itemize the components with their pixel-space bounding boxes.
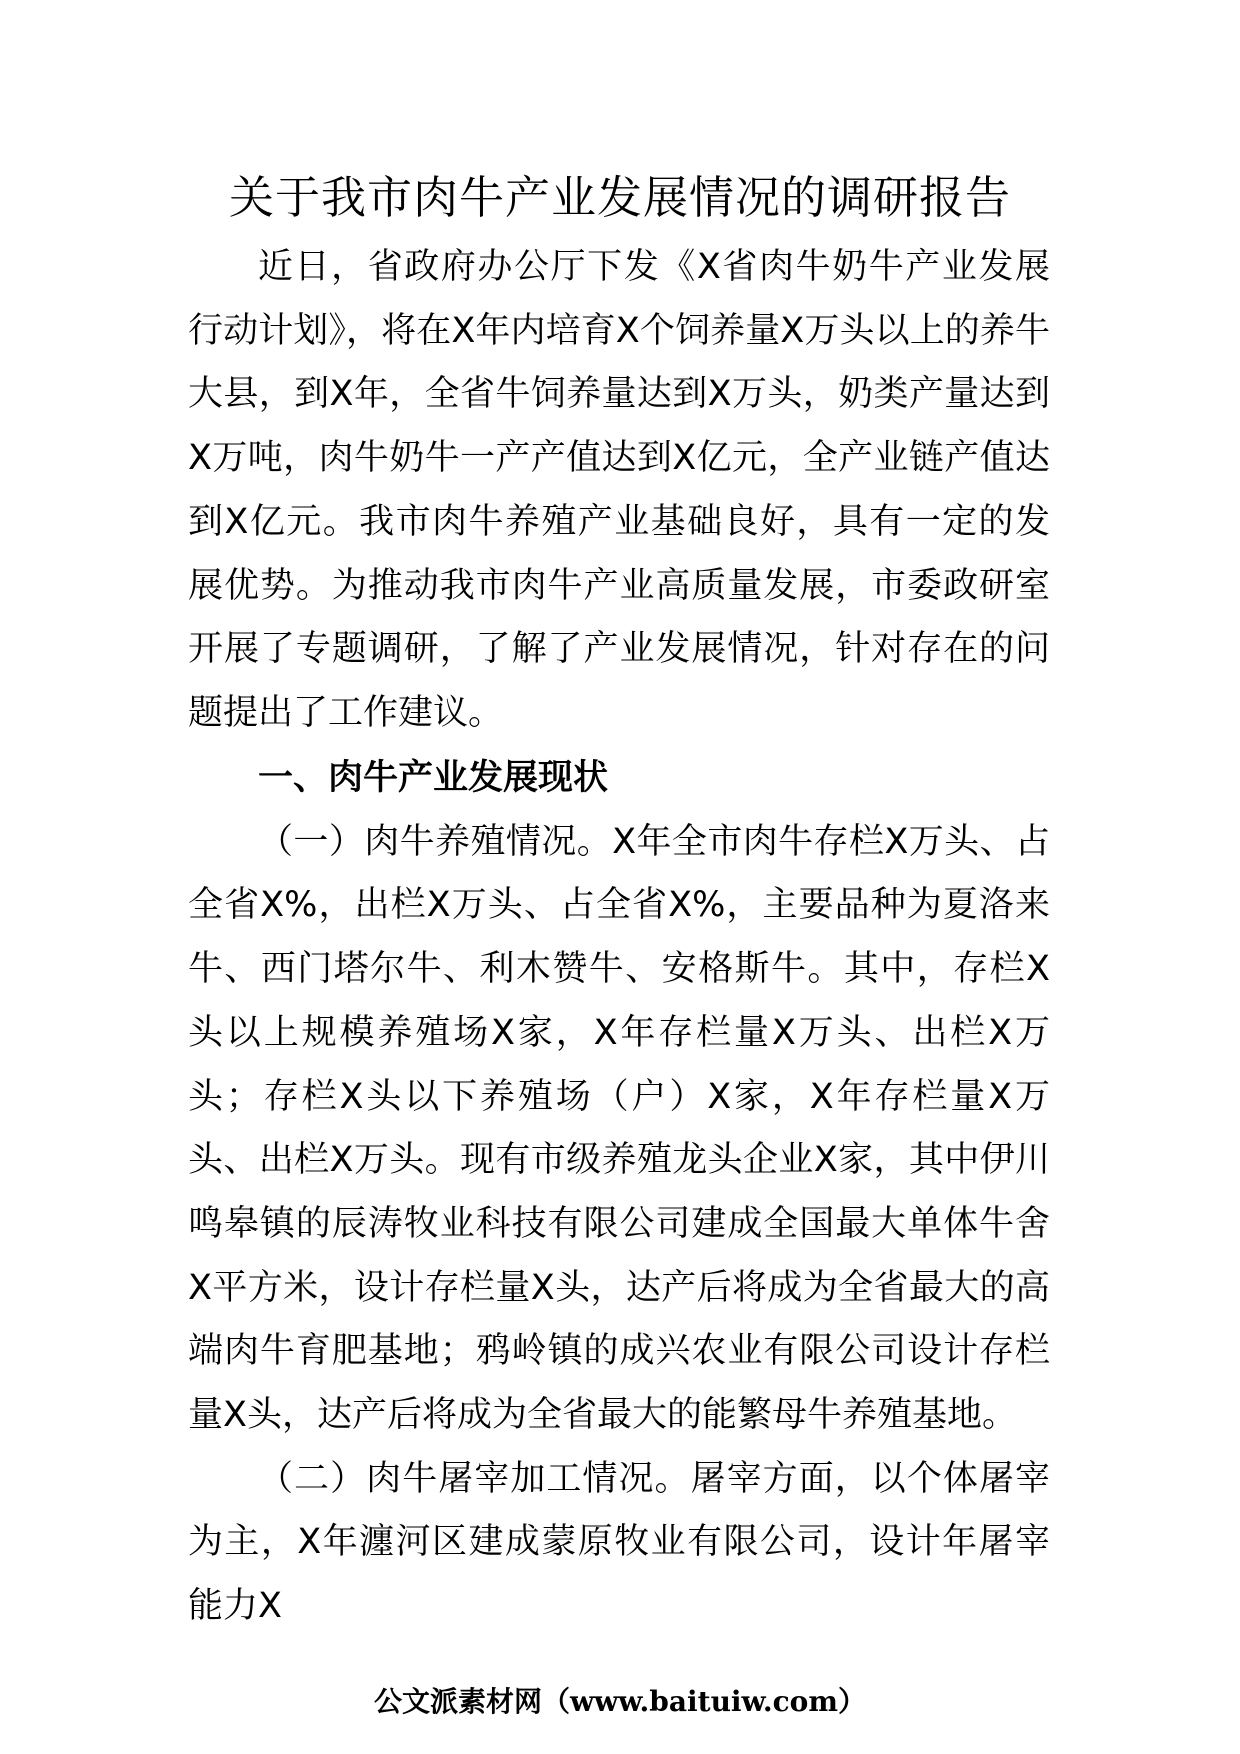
footer-source: 公文派素材网（www.baituiw.com） [374,1685,866,1718]
document-title: 关于我市肉牛产业发展情况的调研报告 [228,171,1011,224]
section-paragraph-slaughter-processing: （二）肉牛屠宰加工情况。屠宰方面，以个体屠宰为主，X年瀍河区建成蒙原牧业有限公司，设计年屠宰能力X [188,1458,1050,1627]
section-heading: 一、肉牛产业发展现状 [258,758,609,798]
intro-paragraph: 近日，省政府办公厅下发《X省肉牛奶牛产业发展行动计划》，将在X年内培育X个饲养量X万头以上的养牛大县，到X年，全省牛饲养量达到X万头，奶类产量达到X万吨，肉牛奶牛一产产值达到X亿元，全产业链产值达到X亿元。我市肉牛养殖产业基础良好，具有一定的发展优势。为推动我市肉牛产业高质量发展，市委政研室开展了专题调研，了解了产业发展情况，针对存在的问题提出了工作建议。 [188,247,1050,733]
section-paragraph-cattle-breeding: （一）肉牛养殖情况。X年全市肉牛存栏X万头、占全省X%，出栏X万头、占全省X%，主要品种为夏洛来牛、西门塔尔牛、利木赞牛、安格斯牛。其中，存栏X头以上规模养殖场X家，X年存栏量X万头、出栏X万头；存栏X头以下养殖场（户）X家，X年存栏量X万头、出栏X万头。现有市级养殖龙头企业X家，其中伊川鸣皋镇的辰涛牧业科技有限公司建成全国最大单体牛舍X平方米，设计存栏量X头，达产后将成为全省最大的高端肉牛育肥基地；鸦岭镇的成兴农业有限公司设计存栏量X头，达产后将成为全省最大的能繁母牛养殖基地。 [188,821,1050,1436]
section-1-block [188,747,1050,1639]
intro-block [188,236,1050,746]
